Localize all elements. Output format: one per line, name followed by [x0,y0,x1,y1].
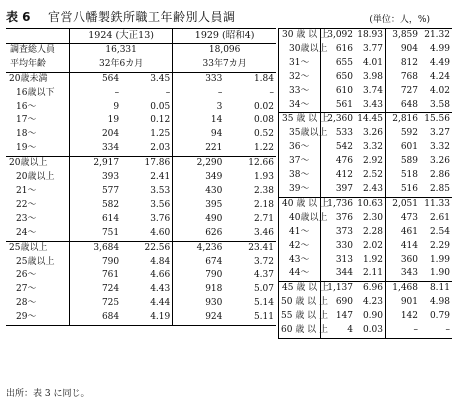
table-row [6,142,276,156]
percent-1924: 2.03 [121,142,173,156]
count-1929: 1,468 [386,282,421,296]
percent-1929: 2.54 [429,226,450,237]
percent-1929: 3.72 [253,256,274,267]
age-label: 38〜 [279,169,321,183]
age-label: 44〜 [279,267,321,281]
age-label: 25歳以上 [6,241,70,255]
table-row [6,283,276,297]
age-label: 42〜 [279,240,321,254]
percent-1929: 3.32 [429,142,450,153]
table-row [279,310,452,324]
count-1929: 395 [205,199,223,210]
percent-1929: 0.52 [253,129,274,140]
percent-1924: 2.30 [355,212,386,226]
age-label: 19〜 [6,142,70,156]
percent-1924: 2.43 [355,183,386,197]
percent-1924: 4.60 [121,227,173,241]
percent-1924: 6.96 [355,282,386,296]
age-label: 30 歳 以 上 [279,29,321,43]
count-1924: 1,736 [321,197,356,211]
age-label: 21〜 [6,185,70,199]
age-label: 45 歳 以 上 [279,282,321,296]
count-1929: 601 [400,142,418,153]
count-1929: 930 [205,298,223,309]
percent-1929: 12.66 [224,157,276,171]
percent-1929: 2.86 [429,170,450,181]
year-header-1929: 1929 (昭和4) [173,29,276,44]
total-count-label: 調査総人員 [6,43,70,57]
count-1929: 349 [205,172,223,183]
table-row [279,226,452,240]
percent-1929: 5.07 [253,284,274,295]
percent-1924: 0.05 [121,101,173,115]
table-row [279,43,452,57]
table-number: 表 6 [6,10,31,24]
percent-1929: – [445,325,450,336]
table-header [6,6,434,26]
table-row [6,87,276,101]
percent-1929: 0.79 [429,311,450,322]
age-label: 39〜 [279,183,321,197]
percent-1924: 0.12 [121,114,173,128]
average-age-row [6,58,276,72]
percent-1924: 2.28 [355,226,386,240]
percent-1924: 0.03 [355,324,386,338]
count-1924: 650 [335,71,353,82]
percent-1929: 2.61 [429,212,450,223]
count-1929: 592 [400,128,418,139]
table-row [279,324,452,338]
percent-1924: 0.90 [355,310,386,324]
count-1929: 2,051 [386,197,421,211]
age-group-row [6,72,276,86]
count-1929: 4,236 [173,241,225,255]
count-1924: 2,360 [321,113,356,127]
percent-1924: 2.02 [355,240,386,254]
count-1929: 2,816 [386,113,421,127]
percent-1924: 22.56 [121,241,173,255]
table-row [6,297,276,311]
age-label: 23〜 [6,213,70,227]
percent-1929: 3.26 [429,156,450,167]
percent-1924: 3.45 [121,72,173,86]
count-1929: 414 [400,240,418,251]
percent-1929: 4.49 [429,57,450,68]
count-1924: 373 [335,226,353,237]
percent-1924: 10.63 [355,197,386,211]
age-label: 26〜 [6,269,70,283]
table-row [6,213,276,227]
percent-1924: 3.32 [355,141,386,155]
count-1924: 147 [335,311,353,322]
count-1924: 3,092 [327,30,353,40]
percent-1929: 2.71 [253,213,274,224]
percent-1924: 3.26 [355,127,386,141]
percent-1929: 3.58 [429,99,450,110]
percent-1924: 4.44 [121,297,173,311]
count-1924: 533 [335,128,353,139]
total-count-row [6,43,276,57]
percent-1929: 5.14 [253,298,274,309]
count-1929: 648 [400,99,418,110]
table-row [279,155,452,169]
count-1929: 790 [205,270,223,281]
average-age-1924: 32年6カ月 [70,58,173,72]
count-1929: 626 [205,227,223,238]
count-1924: 561 [335,99,353,110]
table-row [279,169,452,183]
percent-1924: 3.98 [355,71,386,85]
count-1929: 360 [400,254,418,265]
count-1924: 330 [335,240,353,251]
count-1924: 19 [107,115,120,126]
count-1924: 616 [335,43,353,54]
count-1929: 473 [400,212,418,223]
table-row [279,141,452,155]
percent-1924: 2.11 [355,267,386,281]
age-group-row [279,29,452,43]
percent-1929: 2.29 [429,240,450,251]
count-1929: 918 [205,284,223,295]
count-1924: 724 [101,284,120,295]
percent-1924: 3.74 [355,85,386,99]
age-label: 22〜 [6,199,70,213]
age-label: 37〜 [279,155,321,169]
percent-1924: 1.92 [355,254,386,268]
table-title: 官営八幡製鉄所職工年齢別人員調 [48,10,236,24]
count-1929: 343 [400,268,418,279]
age-label: 29〜 [6,311,70,325]
count-1924: 344 [335,268,353,279]
count-1924: 614 [101,213,120,224]
count-1929: 589 [400,156,418,167]
count-1929: 490 [205,213,223,224]
count-1924: 334 [101,143,120,154]
count-1929: – [217,87,223,98]
percent-1924: 4.19 [121,311,173,325]
age-label: 35歳以上 [279,127,321,141]
table-row [279,296,452,310]
age-label: 31〜 [279,57,321,71]
percent-1929: 0.08 [253,115,274,126]
age-group-row [279,282,452,296]
age-label: 17〜 [6,114,70,128]
percent-1929: 1.90 [429,268,450,279]
table-row [6,256,276,270]
age-label: 27〜 [6,283,70,297]
age-label: 25歳以上 [6,256,70,270]
percent-1929: – [269,87,274,98]
table-row [279,57,452,71]
percent-1929: 21.32 [424,30,450,40]
table-row [279,183,452,197]
percent-1929: 2.85 [429,183,450,194]
percent-1929: 3.46 [253,227,274,238]
age-label: 40歳以上 [279,212,321,226]
age-label: 60 歳 以 上 [279,324,321,338]
age-label: 33〜 [279,85,321,99]
count-1924: 9 [113,101,120,112]
percent-1924: 3.43 [355,99,386,113]
count-1929: 812 [400,57,418,68]
percent-1929: 1.99 [429,254,450,265]
year-header-row [6,29,276,44]
percent-1924: 14.45 [355,113,386,127]
count-1929: 727 [400,85,418,96]
percent-1929: 5.11 [253,312,274,323]
count-1924: 476 [335,156,353,167]
age-label: 41〜 [279,226,321,240]
percent-1929: 15.56 [420,113,452,127]
percent-1924: – [121,87,173,101]
percent-1929: 2.38 [253,185,274,196]
percent-1929: 0.02 [253,101,274,112]
count-1924: 751 [101,227,120,238]
count-1924: 690 [335,297,353,308]
age-label: 18〜 [6,128,70,142]
age-group-row [279,113,452,127]
percent-1924: 3.76 [121,213,173,227]
age-label: 20歳以上 [6,157,70,171]
count-1929: 518 [400,170,418,181]
count-1929: 768 [400,71,418,82]
percent-1929: 8.11 [420,282,452,296]
count-1924: 4 [347,325,353,336]
count-1924: 393 [101,172,120,183]
age-label: 16歳以下 [6,87,70,101]
count-1929: 924 [205,312,223,323]
percent-1929: 4.24 [429,71,450,82]
percent-1924: 2.52 [355,169,386,183]
percent-1924: 4.84 [121,256,173,270]
count-1929: 2,290 [173,157,225,171]
percent-1929: 4.02 [429,85,450,96]
count-1929: 14 [210,115,223,126]
count-1924: 1,137 [321,282,356,296]
percent-1924: 4.01 [355,57,386,71]
table-row [6,269,276,283]
count-1924: 790 [101,256,120,267]
count-1929: – [413,325,418,336]
percent-1924: 2.41 [121,171,173,185]
table-row [279,127,452,141]
age-group-row [279,197,452,211]
percent-1924: 18.93 [355,29,386,43]
count-1924: 610 [335,85,353,96]
percent-1924: 3.56 [121,199,173,213]
age-label: 50 歳 以 上 [279,296,321,310]
count-1929: 674 [205,256,223,267]
source-note: 出所：表 3 に同じ。 [6,389,90,399]
table-row [279,267,452,281]
table-row [6,227,276,241]
count-1924: 725 [101,298,120,309]
percent-1924: 4.23 [355,296,386,310]
table-row [279,71,452,85]
age-group-row [6,157,276,171]
percent-1924: 4.43 [121,283,173,297]
count-1924: – [114,87,120,98]
count-1924: 564 [101,73,120,84]
age-label: 32〜 [279,71,321,85]
count-1924: 684 [101,312,120,323]
age-group-row [6,241,276,255]
table-row [6,199,276,213]
count-1929: 94 [210,129,223,140]
percent-1929: 2.18 [253,199,274,210]
count-1924: 313 [335,254,353,265]
table-row [6,101,276,115]
count-1924: 655 [335,57,353,68]
count-1929: 3 [216,101,223,112]
age-label: 35 歳 以 上 [279,113,321,127]
count-1924: 3,684 [70,241,122,255]
age-label: 36〜 [279,141,321,155]
percent-1929: 4.37 [253,270,274,281]
count-1924: 2,917 [70,157,122,171]
table-row [6,128,276,142]
year-header-1924: 1924 (大正13) [70,29,173,44]
percent-1929: 1.84 [253,73,274,84]
percent-1924: 17.86 [121,157,173,171]
count-1929: 901 [400,297,418,308]
percent-1929: 4.99 [429,43,450,54]
table-unit: (単位：人，%) [369,15,430,25]
total-count-1924: 16,331 [70,43,173,57]
average-age-label: 平均年齢 [6,58,70,72]
age-label: 55 歳 以 上 [279,310,321,324]
table-row [279,254,452,268]
total-count-1929: 18,096 [208,44,241,55]
percent-1929: 11.33 [420,197,452,211]
age-label: 30歳以上 [279,43,321,57]
count-1924: 761 [101,270,120,281]
count-1924: 204 [101,129,120,140]
count-1924: 376 [335,212,353,223]
age-label: 28〜 [6,297,70,311]
age-label: 40 歳 以 上 [279,197,321,211]
count-1929: 3,859 [392,30,418,40]
count-1924: 412 [335,170,353,181]
count-1929: 461 [400,226,418,237]
age-label: 43〜 [279,254,321,268]
table-row [6,185,276,199]
percent-1929: 3.27 [429,128,450,139]
percent-1924: 3.77 [355,43,386,57]
count-1924: 542 [335,142,353,153]
right-age-table [278,28,452,339]
count-1929: 904 [400,43,418,54]
percent-1924: 1.25 [121,128,173,142]
count-1929: 221 [205,143,223,154]
count-1924: 577 [101,185,120,196]
count-1929: 333 [205,73,223,84]
age-label: 20歳未満 [6,72,70,86]
table-row [279,212,452,226]
age-label: 20歳以上 [6,171,70,185]
count-1924: 397 [335,183,353,194]
count-1929: 142 [400,311,418,322]
table-row [6,114,276,128]
table-row [279,99,452,113]
percent-1929: 1.93 [253,172,274,183]
percent-1929: 23.41 [224,241,276,255]
count-1924: 582 [101,199,120,210]
age-label: 16〜 [6,101,70,115]
average-age-1929: 33年7カ月 [173,58,276,72]
percent-1924: 2.92 [355,155,386,169]
percent-1929: 4.98 [429,297,450,308]
count-1929: 430 [205,185,223,196]
percent-1924: 3.53 [121,185,173,199]
table-row [279,85,452,99]
table-row [6,311,276,325]
table-row [6,171,276,185]
left-age-table [6,28,276,326]
age-label: 34〜 [279,99,321,113]
percent-1924: 4.66 [121,269,173,283]
table-row [279,240,452,254]
count-1929: 516 [400,183,418,194]
percent-1929: 1.22 [253,143,274,154]
age-label: 24〜 [6,227,70,241]
